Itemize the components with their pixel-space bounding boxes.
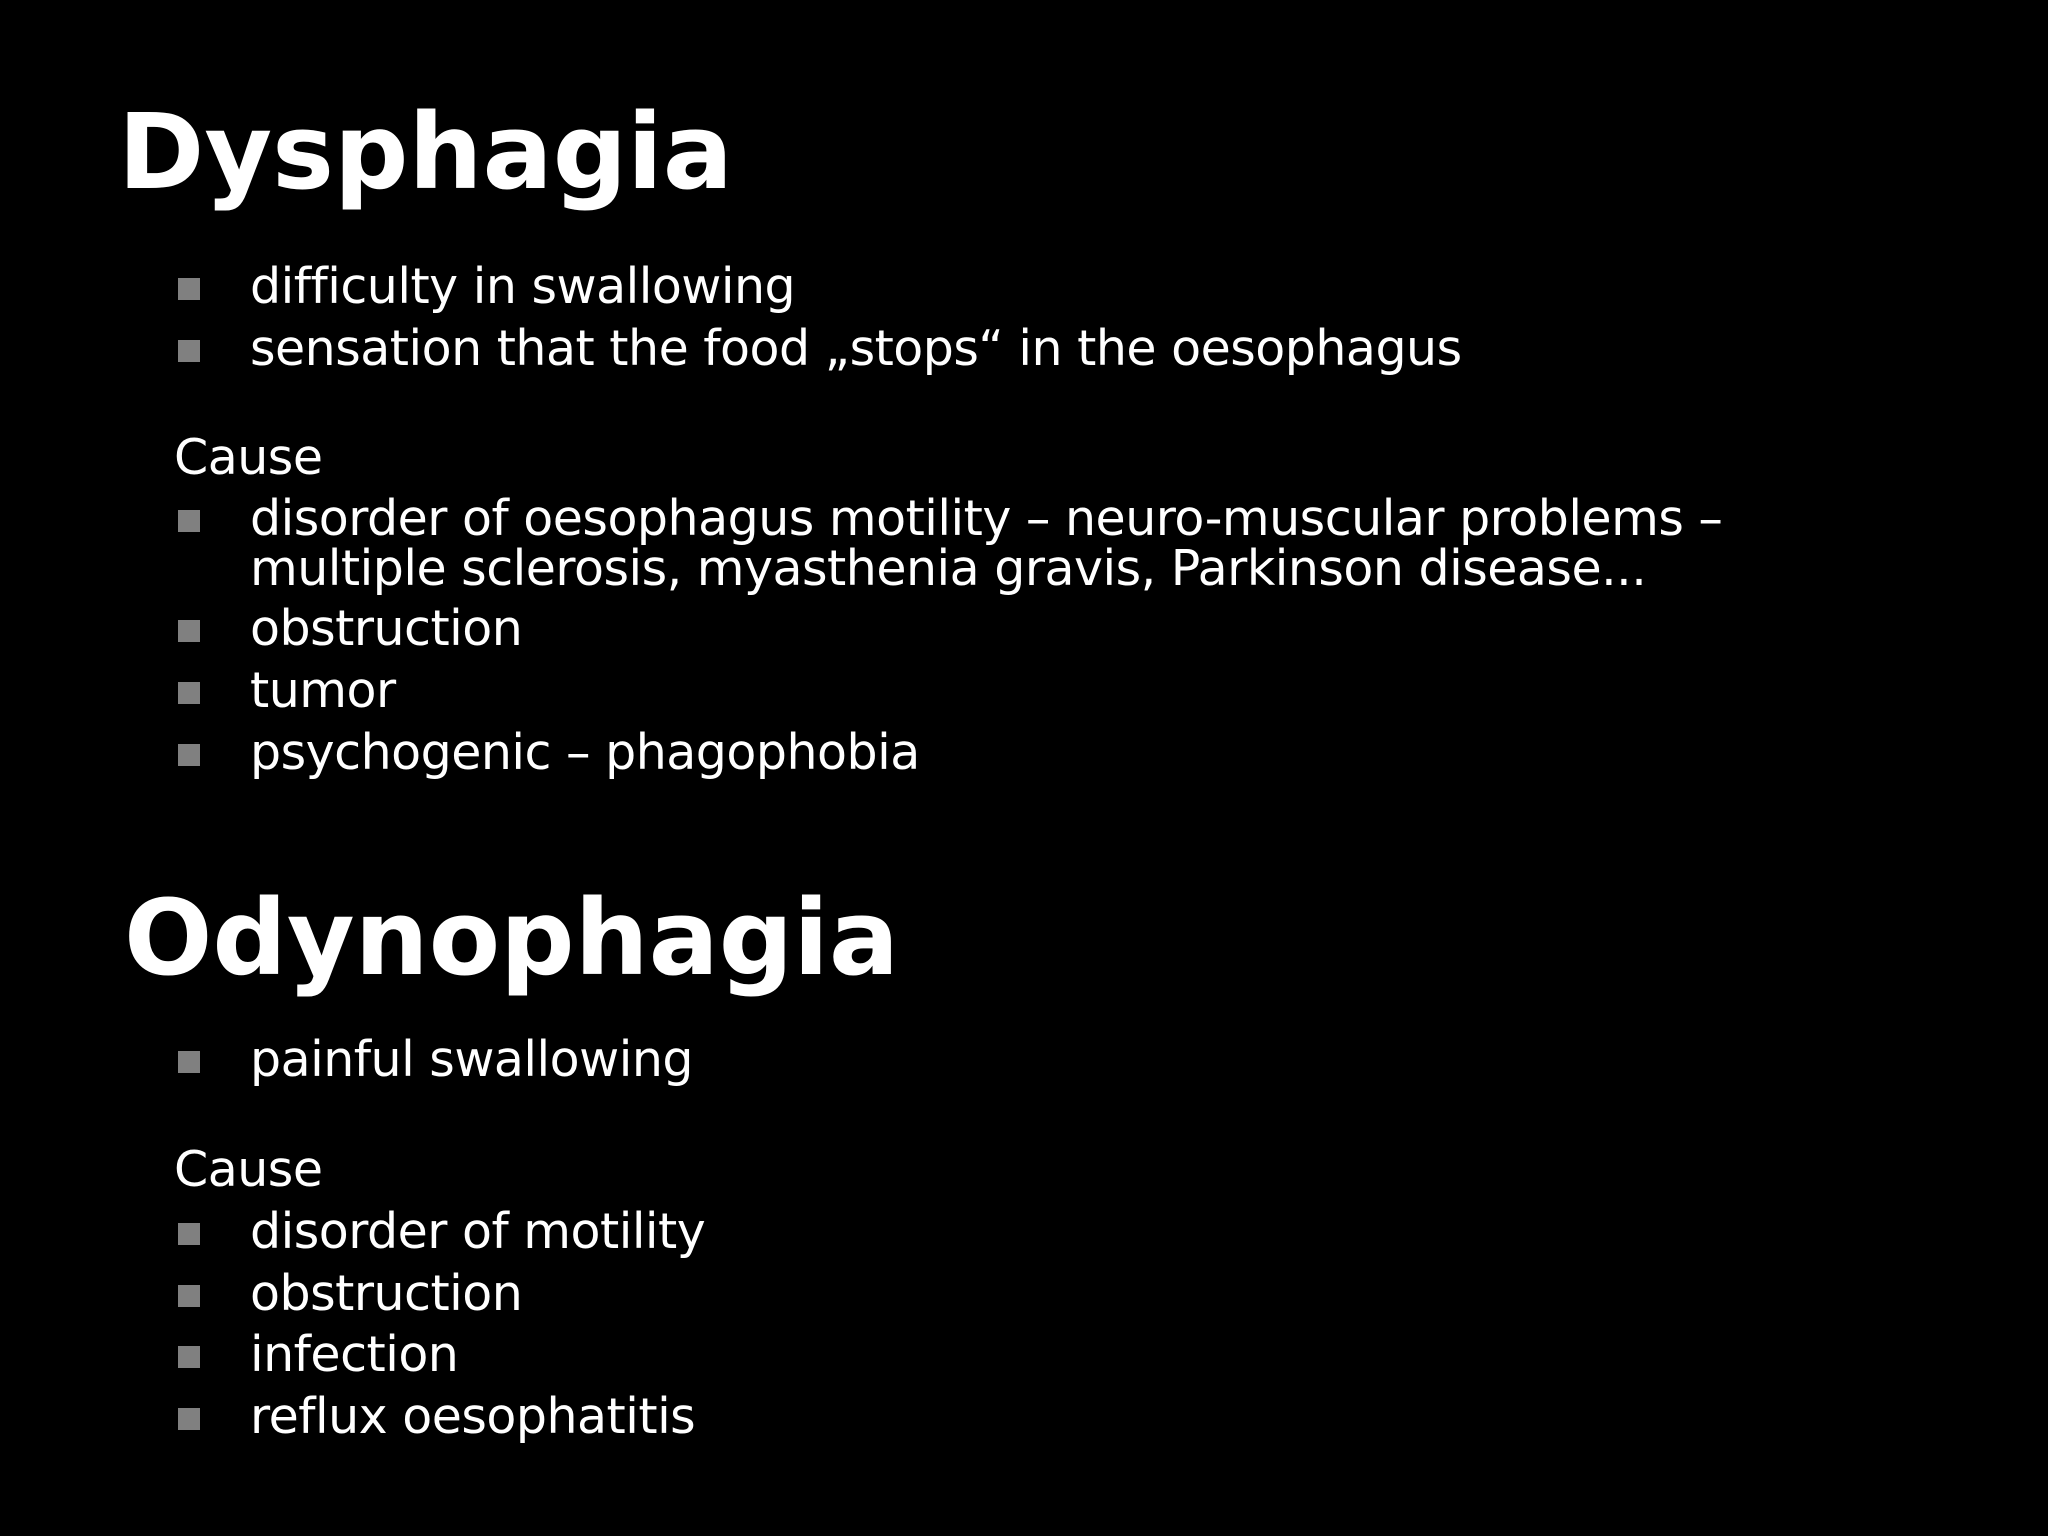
square-bullet-icon: [178, 1051, 200, 1073]
square-bullet-icon: [178, 1285, 200, 1307]
square-bullet-icon: [178, 340, 200, 362]
list-item-text: obstruction: [250, 600, 523, 657]
section-title-dysphagia: Dysphagia: [118, 91, 733, 213]
list-item-text: infection: [250, 1326, 459, 1383]
list-item-text: tumor: [250, 662, 396, 719]
list-item-text: obstruction: [250, 1265, 523, 1322]
square-bullet-icon: [178, 510, 200, 532]
list-item-text: sensation that the food „stops“ in the oesophagus: [250, 320, 1462, 377]
square-bullet-icon: [178, 1408, 200, 1430]
square-bullet-icon: [178, 1346, 200, 1368]
list-item-text: reflux oesophatitis: [250, 1388, 696, 1445]
list-item-text: psychogenic – phagophobia: [250, 724, 920, 781]
list-item-text: painful swallowing: [250, 1031, 693, 1088]
square-bullet-icon: [178, 682, 200, 704]
section-title-odynophagia: Odynophagia: [124, 877, 900, 999]
square-bullet-icon: [178, 1223, 200, 1245]
cause-label: Cause: [174, 429, 323, 486]
list-item-text: disorder of oesophagus motility – neuro-muscular problems – multiple sclerosis, myasthenia gravis, Parkinson disease...: [250, 490, 1723, 597]
cause-label: Cause: [174, 1141, 323, 1198]
list-item-text: disorder of motility: [250, 1203, 706, 1260]
square-bullet-icon: [178, 620, 200, 642]
list-item-text: difficulty in swallowing: [250, 258, 796, 315]
square-bullet-icon: [178, 744, 200, 766]
square-bullet-icon: [178, 278, 200, 300]
